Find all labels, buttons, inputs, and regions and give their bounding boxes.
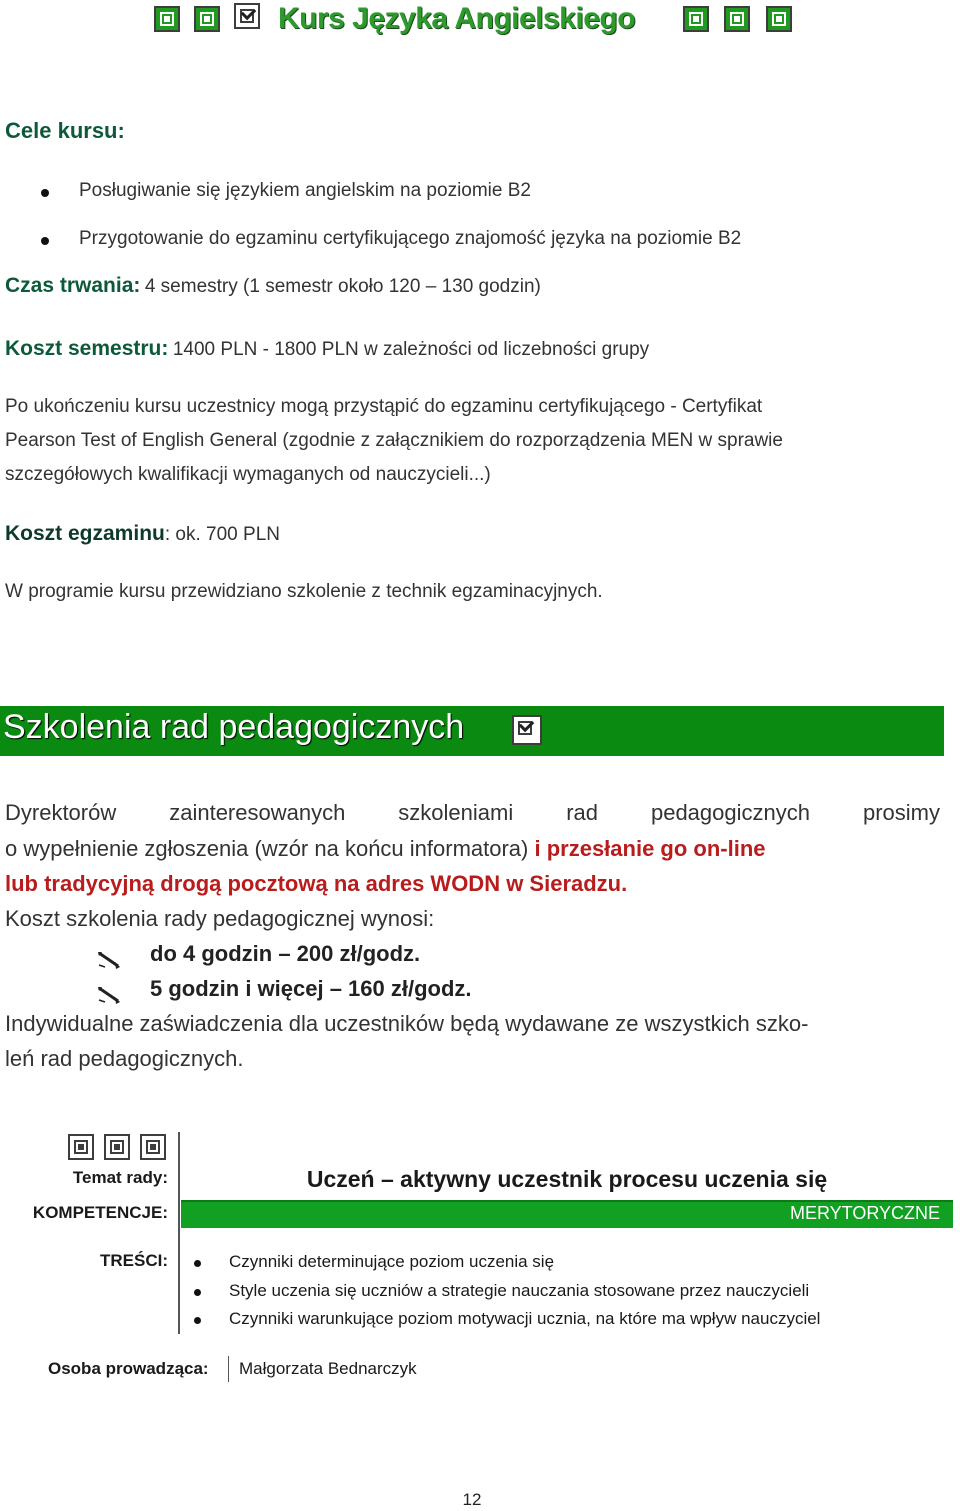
exam-cost-label: Koszt egzaminu bbox=[5, 522, 165, 545]
intro-line-justified bbox=[5, 800, 940, 826]
description-line: Po ukończeniu kursu uczestnicy mogą przystąpić do egzaminu certyfikującego - Certyfikat bbox=[5, 396, 763, 417]
bullet-icon bbox=[41, 237, 49, 245]
intro-word: Dyrektorów bbox=[5, 800, 117, 825]
bullet-icon bbox=[194, 1317, 201, 1324]
cost-label: Koszt semestru: bbox=[5, 337, 169, 360]
intro-line bbox=[5, 836, 766, 862]
page-number: 12 bbox=[462, 1490, 482, 1509]
intro-word: prosimy bbox=[862, 800, 940, 825]
duration-line bbox=[5, 274, 541, 298]
goal-item: Przygotowanie do egzaminu certyfikującego znajomość języka na poziomie B2 bbox=[79, 228, 742, 249]
goal-item: Posługiwanie się językiem angielskim na poziomie B2 bbox=[79, 180, 531, 201]
exam-cost-line bbox=[5, 522, 280, 546]
content-item: Czynniki determinujące poziom uczenia się bbox=[229, 1252, 555, 1271]
presenter-label: Osoba prowadząca: bbox=[48, 1359, 209, 1378]
ornament-icon bbox=[68, 1134, 94, 1160]
presenter-value: Małgorzata Bednarczyk bbox=[239, 1359, 417, 1378]
goals-heading: Cele kursu: bbox=[5, 118, 125, 143]
intro-word: pedagogicznych bbox=[650, 800, 810, 825]
ornament-icon bbox=[724, 6, 750, 32]
intro-highlight: lub tradycyjną drogą pocztową na adres WODN w Sieradzu. bbox=[5, 871, 628, 896]
bullet-icon bbox=[194, 1289, 201, 1296]
pencil-icon bbox=[96, 985, 122, 1005]
description-line: Pearson Test of English General (zgodnie z załącznikiem do rozporządzenia MEN w sprawie bbox=[5, 430, 783, 451]
intro-word: rad bbox=[566, 800, 598, 825]
ornament-icon bbox=[683, 6, 709, 32]
cost-value: 1400 PLN - 1800 PLN w zależności od liczebności grupy bbox=[172, 339, 650, 360]
ornament-icon bbox=[104, 1134, 130, 1160]
contents-label: TREŚCI: bbox=[100, 1251, 168, 1270]
intro-word: szkoleniami bbox=[398, 800, 514, 825]
competence-value: MERYTORYCZNE bbox=[789, 1203, 940, 1223]
ornament-icon bbox=[154, 6, 180, 32]
table-divider bbox=[178, 1132, 180, 1334]
program-note: W programie kursu przewidziano szkolenie z technik egzaminacyjnych. bbox=[5, 581, 603, 602]
certificates-line: Indywidualne zaświadczenia dla uczestników będą wydawane ze wszystkich szko- bbox=[5, 1011, 809, 1036]
intro-highlight: i przesłanie go on-line bbox=[534, 836, 766, 861]
duration-label: Czas trwania: bbox=[5, 274, 141, 297]
section-banner-title: Szkolenia rad pedagogicznych bbox=[3, 708, 465, 746]
content-item: Style uczenia się uczniów a strategie nauczania stosowane przez nauczycieli bbox=[229, 1281, 810, 1300]
bullet-icon bbox=[194, 1260, 201, 1267]
pencil-icon bbox=[96, 950, 122, 970]
exam-cost-value: : ok. 700 PLN bbox=[164, 524, 280, 545]
checkbox-ornament-icon bbox=[512, 715, 542, 745]
topic-value: Uczeń – aktywny uczestnik procesu uczenia się bbox=[306, 1166, 828, 1192]
price-item: do 4 godzin – 200 zł/godz. bbox=[150, 941, 421, 966]
intro-plain: o wypełnienie zgłoszenia (wzór na końcu informatora) bbox=[5, 836, 535, 861]
cost-intro: Koszt szkolenia rady pedagogicznej wynosi: bbox=[5, 906, 435, 931]
ornament-icon bbox=[766, 6, 792, 32]
cost-line bbox=[5, 337, 649, 361]
ornament-icon bbox=[194, 6, 220, 32]
page-title: Kurs Języka Angielskiego bbox=[278, 2, 636, 35]
content-item: Czynniki warunkujące poziom motywacji ucznia, na które ma wpływ nauczyciel bbox=[229, 1309, 821, 1328]
certificates-line: leń rad pedagogicznych. bbox=[5, 1046, 244, 1071]
intro-word: zainteresowanych bbox=[169, 800, 346, 825]
topic-label: Temat rady: bbox=[72, 1168, 168, 1187]
price-item: 5 godzin i więcej – 160 zł/godz. bbox=[150, 976, 472, 1001]
presenter-divider bbox=[228, 1356, 229, 1382]
description-line: szczegółowych kwalifikacji wymaganych od nauczycieli...) bbox=[5, 464, 491, 485]
competence-label: KOMPETENCJE: bbox=[32, 1203, 168, 1222]
ornament-icon bbox=[140, 1134, 166, 1160]
duration-value: 4 semestry (1 semestr około 120 – 130 godzin) bbox=[144, 276, 541, 297]
checkbox-ornament-icon bbox=[234, 3, 260, 29]
bullet-icon bbox=[41, 189, 49, 197]
